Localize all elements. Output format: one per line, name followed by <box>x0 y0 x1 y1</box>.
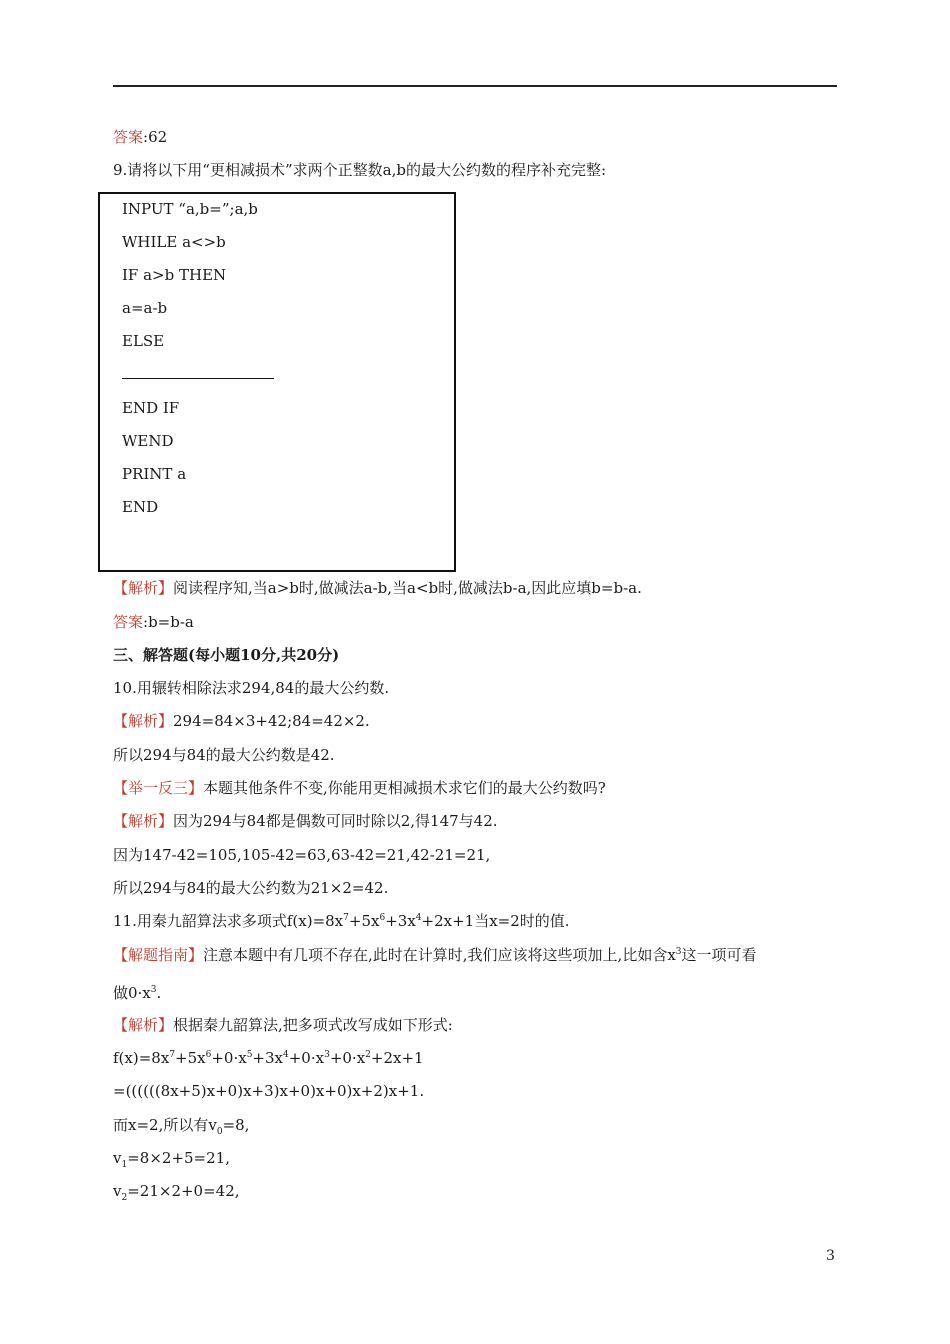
q10-conclusion: 所以294与84的最大公约数是42. <box>113 746 335 764</box>
q9-analysis: 【解析】阅读程序知,当a>b时,做减法a-b,当a<b时,做减法b-a,因此应填b=b-a. <box>113 579 642 597</box>
code-box <box>98 192 456 572</box>
q11-analysis: 【解析】根据秦九韶算法,把多项式改写成如下形式: <box>113 1016 453 1034</box>
code-line-wend: WEND <box>122 432 174 450</box>
q11-nested: =((((((8x+5)x+0)x+3)x+0)x+0)x+2)x+1. <box>113 1082 425 1100</box>
q10-ext-conclusion: 所以294与84的最大公约数为21×2=42. <box>113 879 389 897</box>
code-line-end: END <box>122 498 159 516</box>
code-line-endif: END IF <box>122 399 180 417</box>
header-rule <box>113 85 837 87</box>
code-line-input: INPUT “a,b=”;a,b <box>122 200 258 218</box>
page-number: 3 <box>826 1248 835 1264</box>
code-line-if: IF a>b THEN <box>122 266 227 284</box>
question-9: 9.请将以下用“更相减损术”求两个正整数a,b的最大公约数的程序补充完整: <box>113 161 607 179</box>
q11-v1: $v_1=8\times 2+5=21$, <box>113 1149 230 1170</box>
q9-answer: 答案:b=b-a <box>113 613 194 631</box>
code-line-assign: a=a-b <box>122 299 168 317</box>
code-line-print: PRINT a <box>122 465 187 483</box>
section-3-title: 三、解答题(每小题10分,共20分) <box>113 646 340 664</box>
q10-ext-steps: 因为147-42=105,105-42=63,63-42=21,42-21=21, <box>113 846 491 864</box>
question-10: 10.用辗转相除法求294,84的最大公约数. <box>113 679 390 697</box>
code-line-else: ELSE <box>122 332 165 350</box>
q11-v2: $v_2=21\times 2+0=42$, <box>113 1182 240 1203</box>
answer-62: 答案:62 <box>113 128 168 146</box>
q11-guide: 【解题指南】注意本题中有几项不存在,此时在计算时,我们应该将这些项加上,比如含$x^3$这一项可看 <box>113 946 757 964</box>
q11-v0: 而x=2,所以有$v_0=8$, <box>113 1116 250 1137</box>
q10-ext-analysis: 【解析】因为294与84都是偶数可同时除以2,得147与42. <box>113 812 498 830</box>
code-line-while: WHILE a<>b <box>122 233 226 251</box>
q11-guide-cont: 做$0\cdot x^3$. <box>113 984 162 1002</box>
q10-analysis: 【解析】294=84×3+42;84=42×2. <box>113 712 370 730</box>
fill-in-blank <box>122 378 274 379</box>
q10-extension: 【举一反三】本题其他条件不变,你能用更相减损术求它们的最大公约数吗? <box>113 779 606 797</box>
question-11: 11.用秦九韶算法求多项式$f(x)=8x^7+5x^6+3x^4+2x+1$当x=2时的值. <box>113 912 570 930</box>
q11-polynomial: $f(x)=8x^7+5x^6+0\cdot x^5+3x^4+0\cdot x^3+0\cdot x^2+2x+1$ <box>113 1049 424 1067</box>
